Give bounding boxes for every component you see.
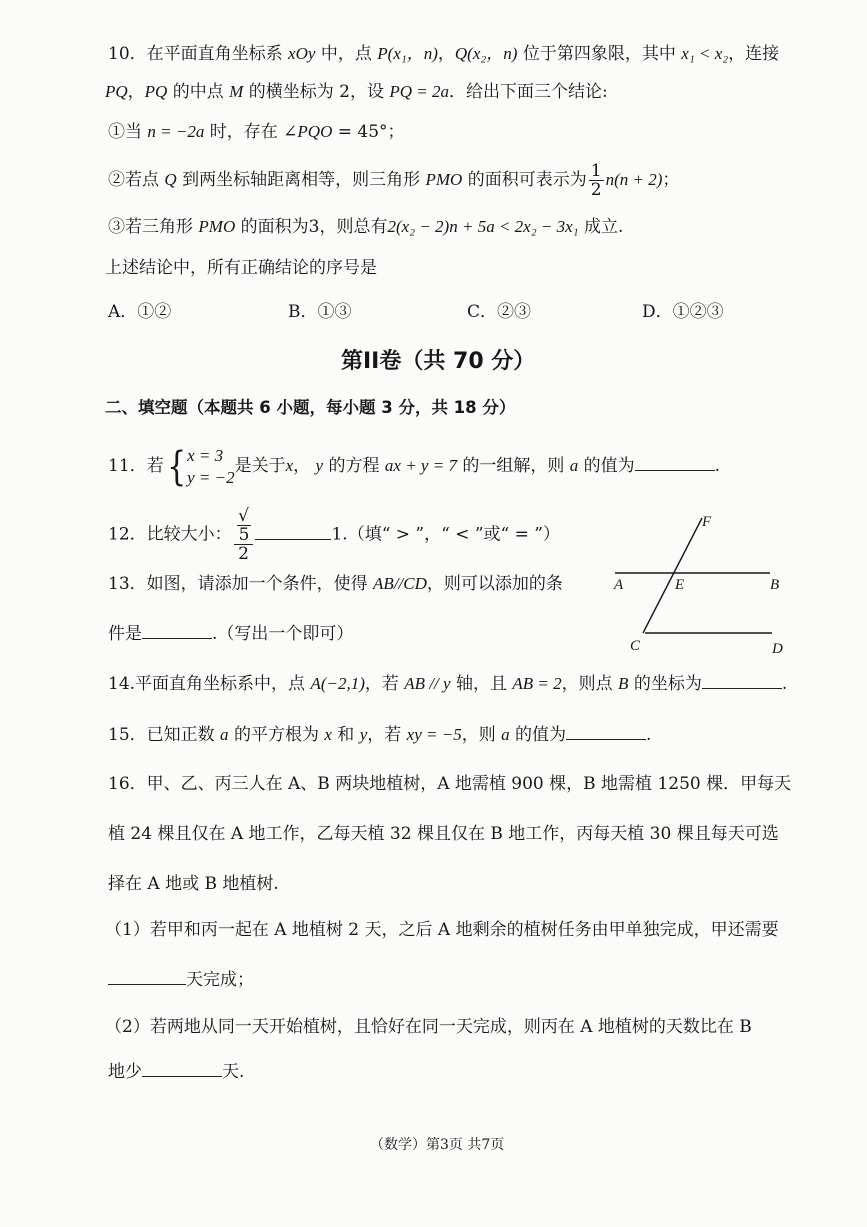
equation-system: x = 3 y = −2 — [187, 445, 235, 487]
q10-line-1: 10．在平面直角坐标系 xOy 中，点 P(x₁，n)，Q(x₂，n) 位于第四象限，其中 x₁ < x₂，连接 — [108, 44, 780, 64]
page-footer: （数学）第3页 共7页 — [370, 1137, 505, 1153]
q16-line-3: 择在 A 地或 B 地植树. — [108, 874, 279, 894]
label-c: C — [630, 638, 641, 654]
q16-part-1: （1）若甲和丙一起在 A 地植树 2 天，之后 A 地剩余的植树任务由甲单独完成，甲还需要 — [105, 920, 779, 940]
section-2-heading: 二、填空题（本题共 6 小题，每小题 3 分，共 18 分） — [105, 398, 516, 417]
q10-question: 上述结论中，所有正确结论的序号是 — [105, 258, 377, 278]
q10-conclusion-1: ①当 n = −2a 时，存在 ∠PQO = 45°； — [108, 122, 405, 142]
q15-answer-blank[interactable] — [566, 721, 646, 740]
part-2-title: 第II卷（共 70 分） — [341, 349, 536, 374]
label-a: A — [614, 577, 624, 593]
q11-answer-blank[interactable] — [635, 452, 715, 471]
label-f: F — [702, 514, 712, 530]
q16-line-2: 植 24 棵且仅在 A 地工作，乙每天植 32 棵且仅在 B 地工作，丙每天植 30 棵且每天可选 — [108, 824, 779, 844]
q16-part-2-answer: 地少 天. — [108, 1058, 244, 1084]
label-b: B — [770, 577, 780, 593]
fraction-sqrt5-over-2: √ 5 2 — [234, 507, 254, 563]
label-d: D — [772, 641, 783, 657]
q13-answer-blank[interactable] — [142, 620, 212, 639]
system-brace: { — [166, 443, 186, 490]
q16-1-answer-blank[interactable] — [108, 966, 186, 985]
q16-2-answer-blank[interactable] — [142, 1058, 222, 1077]
q10-line-2: PQ，PQ 的中点 M 的横坐标为 2，设 PQ = 2a．给出下面三个结论: — [105, 82, 608, 102]
q16-part-2: （2）若两地从同一天开始植树，且恰好在同一天完成，则丙在 A 地植树的天数比在 B — [105, 1017, 752, 1037]
q12: 12．比较大小： √ 5 2 1.（填“ > ”，“ < ”或“ = ”） — [108, 506, 560, 564]
fraction-one-half: $\frac{1}{2}$ — [590, 161, 602, 200]
q13-line-1: 13．如图，请添加一个条件，使得 AB//CD，则可以添加的条 — [108, 574, 563, 594]
transversal-ef — [643, 518, 702, 633]
q10-option-b: B．①③ — [288, 302, 352, 322]
q10-conclusion-2: ②若点 Q 到两坐标轴距离相等，则三角形 PMO 的面积可表示为 $\frac{1}{2}$ n(n + 2)； — [108, 161, 680, 200]
q14: 14.平面直角坐标系中，点 A(−2,1)，若 AB // y 轴，且 AB = 2，则点 B 的坐标为 . — [108, 670, 787, 696]
q10-conclusion-3: ③若三角形 PMO 的面积为3，则总有2(x₂ − 2)n + 5a < 2x₂ − 3x₁ 成立. — [108, 217, 624, 237]
q15: 15．已知正数 a 的平方根为 x 和 y，若 xy = −5，则 a 的值为 . — [108, 721, 651, 747]
q16-line-1: 16．甲、乙、丙三人在 A、B 两块地植树，A 地需植 900 棵，B 地需植 1250 棵．甲每天 — [108, 774, 792, 794]
q16-part-1-answer: 天完成； — [108, 966, 254, 992]
q10-option-d: D．①②③ — [642, 302, 724, 322]
q10-option-c: C．②③ — [467, 302, 532, 322]
label-e: E — [675, 577, 685, 593]
q13-figure — [610, 510, 800, 660]
q11: 11．若{ x = 3 y = −2 是关于x， y 的方程 ax + y = 7 的一组解，则 a 的值为 . — [108, 443, 721, 490]
q13-line-2: 件是 .（写出一个即可） — [108, 620, 353, 646]
q12-answer-blank[interactable] — [255, 521, 331, 540]
q10-option-a: A．①② — [108, 302, 172, 322]
q14-answer-blank[interactable] — [702, 670, 782, 689]
